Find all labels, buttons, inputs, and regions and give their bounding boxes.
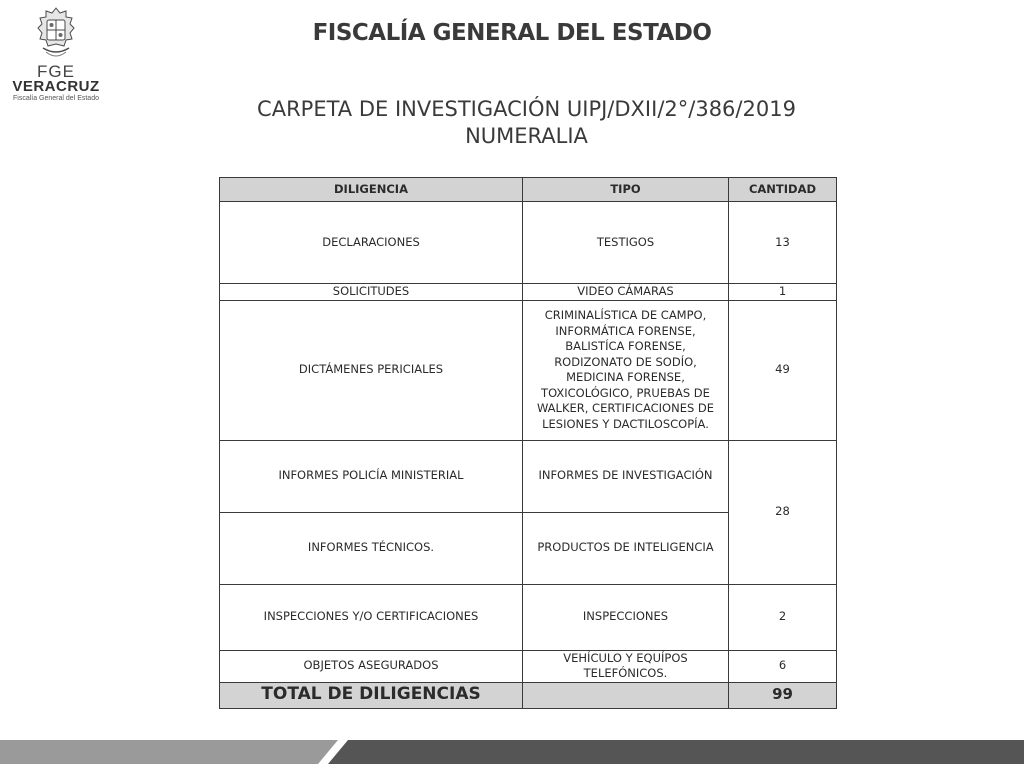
agency-title: FISCALÍA GENERAL DEL ESTADO xyxy=(312,20,712,46)
logo-abbreviation: FGE xyxy=(37,62,75,81)
total-empty-cell xyxy=(523,682,729,708)
cell-diligencia: OBJETOS ASEGURADOS xyxy=(220,650,523,682)
column-header-cantidad: CANTIDAD xyxy=(729,178,837,202)
cell-diligencia: SOLICITUDES xyxy=(220,284,523,301)
cell-cantidad: 2 xyxy=(729,584,837,650)
numeralia-table xyxy=(219,177,837,709)
cell-cantidad: 13 xyxy=(729,202,837,284)
document-heading xyxy=(0,96,1024,150)
cell-cantidad-merged: 28 xyxy=(729,440,837,584)
cell-cantidad: 6 xyxy=(729,650,837,682)
cell-tipo: VIDEO CÁMARAS xyxy=(523,284,729,301)
table-row xyxy=(220,300,837,440)
document-title: NUMERALIA xyxy=(465,124,588,148)
cell-diligencia: INFORMES POLICÍA MINISTERIAL xyxy=(220,440,523,512)
cell-diligencia: DICTÁMENES PERICIALES xyxy=(220,300,523,440)
cell-tipo: TESTIGOS xyxy=(523,202,729,284)
table-row xyxy=(220,284,837,301)
table-row xyxy=(220,202,837,284)
logo-name: VERACRUZ xyxy=(12,78,100,95)
total-row xyxy=(220,682,837,708)
table-row xyxy=(220,650,837,682)
cell-diligencia: INFORMES TÉCNICOS. xyxy=(220,512,523,584)
column-header-diligencia: DILIGENCIA xyxy=(220,178,523,202)
cell-tipo: CRIMINALÍSTICA DE CAMPO, INFORMÁTICA FORENSE, BALISTÍCA FORENSE, RODIZONATO DE SODÍO, MEDICINA FORENSE, TOXICOLÓGICO, PRUEBAS DE WALKER, CERTIFICACIONES DE LESIONES Y DACTILOSCOPÍA. xyxy=(523,300,729,440)
cell-cantidad: 1 xyxy=(729,284,837,301)
total-value: 99 xyxy=(729,682,837,708)
table-row xyxy=(220,584,837,650)
column-header-tipo: TIPO xyxy=(523,178,729,202)
logo-subtitle: Fiscalía General del Estado xyxy=(13,95,99,102)
total-label: TOTAL DE DILIGENCIAS xyxy=(220,682,523,708)
cell-tipo: INFORMES DE INVESTIGACIÓN xyxy=(523,440,729,512)
cell-tipo: VEHÍCULO Y EQUÍPOS TELEFÓNICOS. xyxy=(523,650,729,682)
cell-diligencia: INSPECCIONES Y/O CERTIFICACIONES xyxy=(220,584,523,650)
cell-cantidad: 49 xyxy=(729,300,837,440)
case-number-line: CARPETA DE INVESTIGACIÓN UIPJ/DXII/2°/386/2019 xyxy=(257,97,796,121)
table-header-row xyxy=(220,178,837,202)
table-row xyxy=(220,440,837,512)
cell-diligencia: DECLARACIONES xyxy=(220,202,523,284)
cell-tipo: PRODUCTOS DE INTELIGENCIA xyxy=(523,512,729,584)
footer-band xyxy=(0,740,1024,764)
cell-tipo: INSPECCIONES xyxy=(523,584,729,650)
